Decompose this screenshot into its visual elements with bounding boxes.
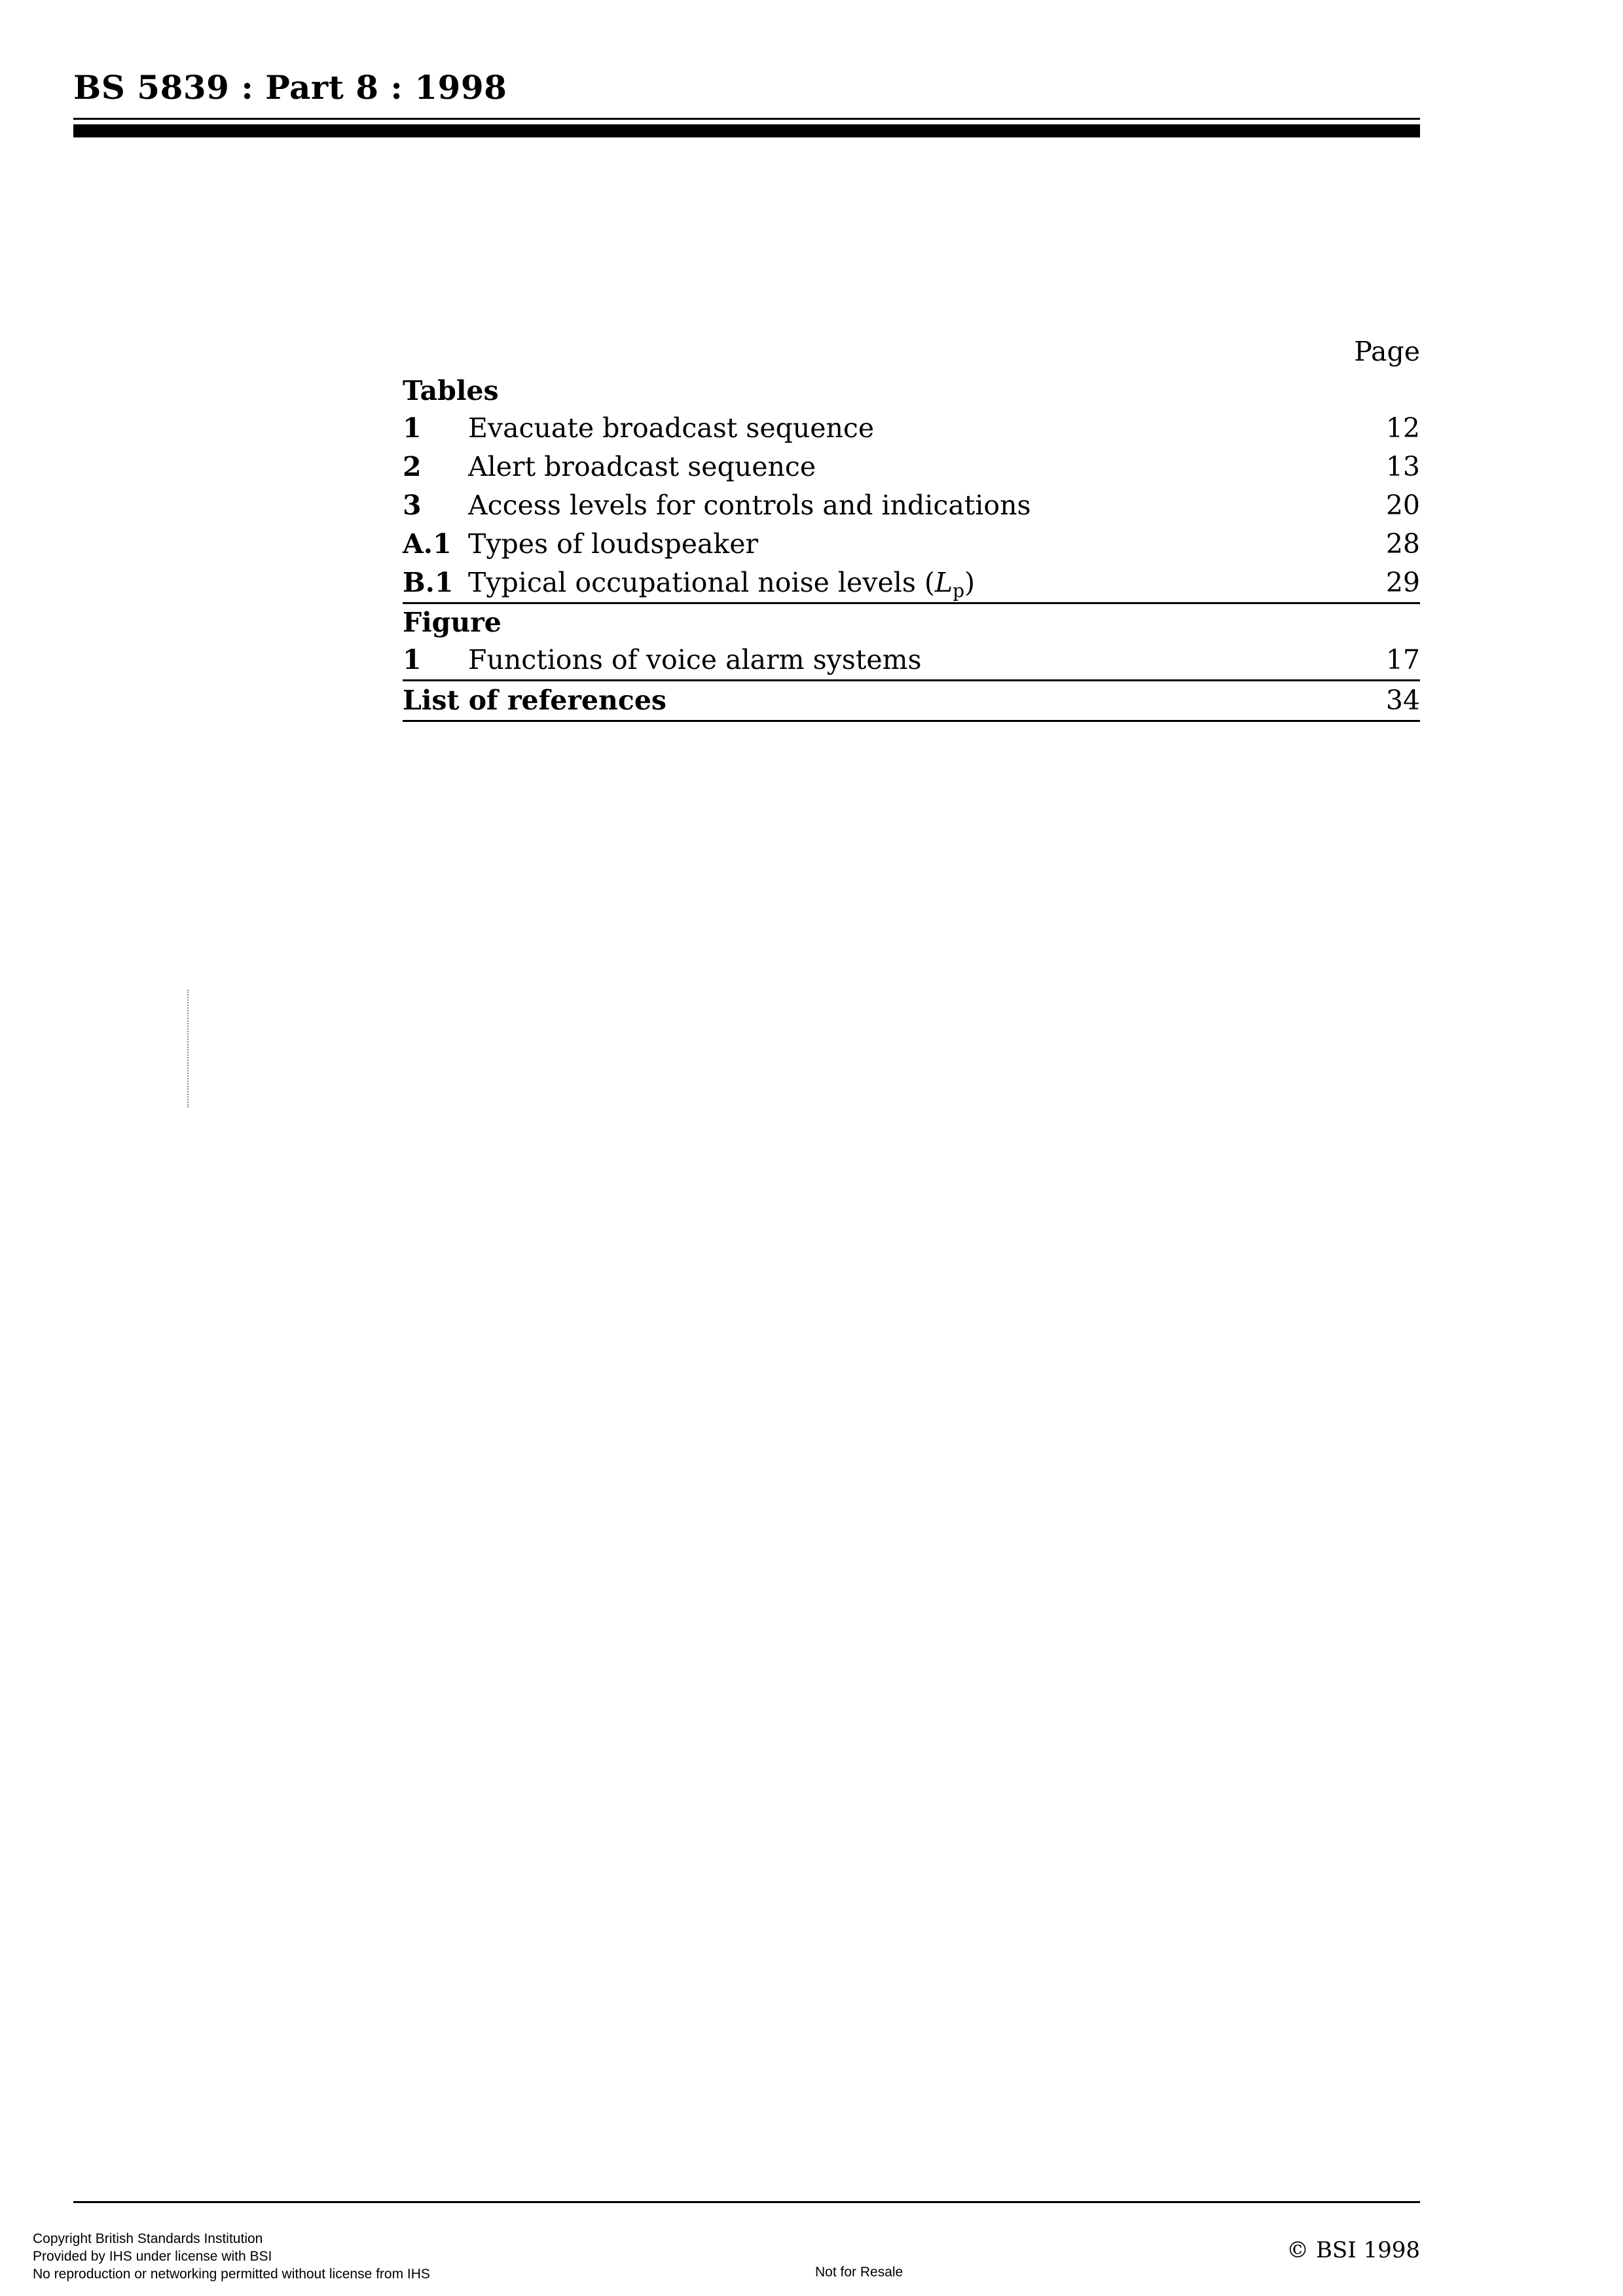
entry-page: 29	[1385, 567, 1420, 598]
entry-number: B.1	[403, 567, 454, 598]
references-title: List of references	[403, 685, 666, 716]
entry-number: 3	[403, 490, 422, 521]
copyright-line: Copyright British Standards Institution	[33, 2231, 263, 2246]
entry-number: 2	[403, 451, 422, 482]
reproduction-line: No reproduction or networking permitted without license from IHS	[33, 2267, 430, 2282]
header-rule-thick	[73, 124, 1420, 137]
toc-figure-entry[interactable]	[403, 641, 1420, 681]
margin-watermark-marks	[187, 990, 195, 1107]
footer-copyright-notice	[33, 2230, 430, 2283]
toc-table-entry[interactable]	[403, 448, 1420, 486]
entry-page: 28	[1385, 528, 1420, 560]
entry-number: A.1	[403, 528, 452, 560]
entry-page: 17	[1385, 644, 1420, 675]
document-id-header: BS 5839 : Part 8 : 1998	[73, 68, 507, 107]
bsi-copyright: © BSI 1998	[1286, 2237, 1420, 2263]
toc-table-entry[interactable]	[403, 409, 1420, 448]
entry-title: Functions of voice alarm systems	[468, 644, 922, 675]
entry-page: 13	[1385, 451, 1420, 482]
entry-title: Alert broadcast sequence	[468, 451, 816, 482]
entry-number: 1	[403, 644, 422, 675]
page-column-heading: Page	[1354, 336, 1420, 367]
license-line: Provided by IHS under license with BSI	[33, 2249, 272, 2264]
entry-title-end: )	[964, 567, 976, 598]
tables-heading: Tables	[403, 375, 499, 406]
entry-page: 12	[1385, 412, 1420, 444]
entry-title: Access levels for controls and indications	[468, 490, 1031, 521]
toc-table-entry[interactable]	[403, 525, 1420, 564]
header-rule-thin	[73, 118, 1420, 120]
entry-title: Types of loudspeaker	[468, 528, 759, 560]
entry-page: 20	[1385, 490, 1420, 521]
entry-title-italic: L	[934, 567, 953, 598]
figure-heading: Figure	[403, 607, 501, 638]
toc-table-entry[interactable]	[403, 564, 1420, 604]
toc-references-entry[interactable]	[403, 681, 1420, 722]
references-page: 34	[1385, 685, 1420, 716]
entry-title: Evacuate broadcast sequence	[468, 412, 875, 444]
not-for-resale-notice: Not for Resale	[815, 2265, 903, 2280]
entry-title-text: Typical occupational noise levels (	[468, 567, 935, 598]
entry-title	[468, 564, 1341, 602]
entry-title-subscript: p	[953, 580, 965, 601]
footer-rule	[73, 2201, 1420, 2203]
toc-table-entry[interactable]	[403, 486, 1420, 525]
entry-number: 1	[403, 412, 422, 444]
table-of-contents	[403, 331, 1420, 722]
